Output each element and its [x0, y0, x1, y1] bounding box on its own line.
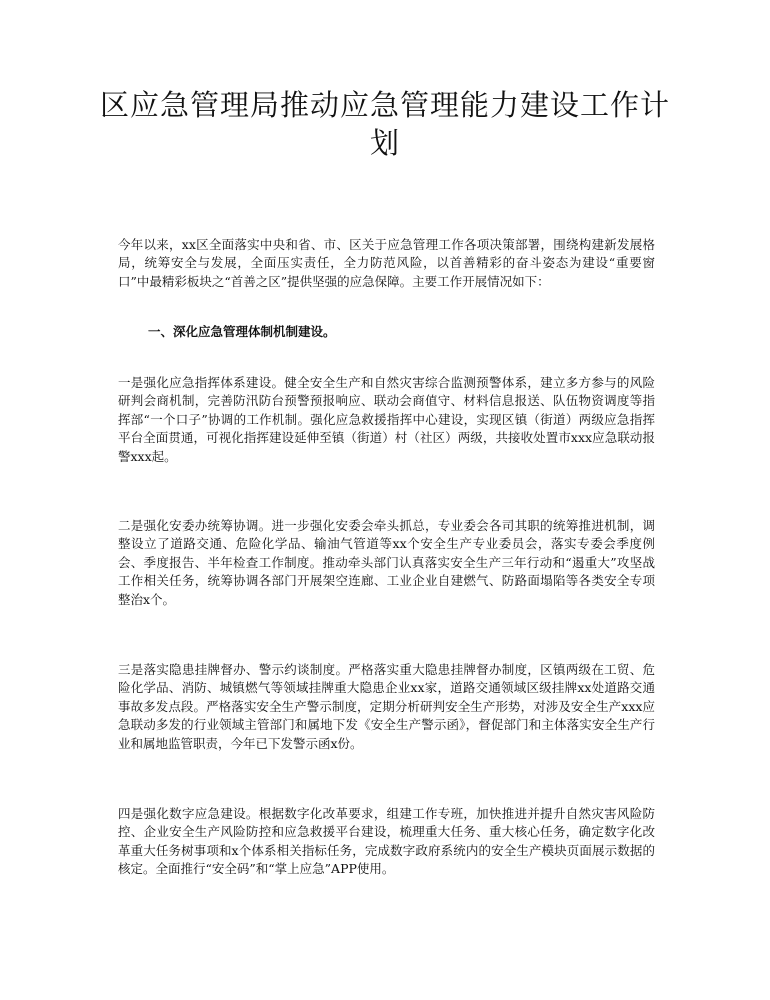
body-paragraph: 一是强化应急指挥体系建设。健全安全生产和自然灾害综合监测预警体系，建立多方参与的风险研判会商机制，完善防汛防台预警预报响应、联动会商值守、材料信息报送、队伍物资调度等指挥部“一个口子”协调的工作机制。强化应急救援指挥中心建设，实现区镇（街道）两级应急指挥平台全面贯通，可视化指挥建设延伸至镇（街道）村（社区）两级，共接收处置市xxx应急联动报警xxx起。: [118, 375, 655, 464]
intro-paragraph: 今年以来，xx区全面落实中央和省、市、区关于应急管理工作各项决策部署，围绕构建新发展格局，统筹安全与发展，全面压实责任，全力防范风险，以首善精彩的奋斗姿态为建设“重要窗口”中最精彩板块之“首善之区”提供坚强的应急保障。主要工作开展情况如下：: [118, 237, 655, 289]
document-title: 区应急管理局推动应急管理能力建设工作计划: [100, 88, 671, 160]
body-paragraph: 三是落实隐患挂牌督办、警示约谈制度。严格落实重大隐患挂牌督办制度，区镇两级在工贸、危险化学品、消防、城镇燃气等领域挂牌重大隐患企业xx家，道路交通领域区级挂牌xx处道路交通事故多发点段。严格落实安全生产警示制度，定期分析研判安全生产形势，对涉及安全生产xxx应急联动多发的行业领域主管部门和属地下发《安全生产警示函》，督促部门和主体落实安全生产行业和属地监管职责，今年已下发警示函x份。: [118, 662, 655, 751]
section-heading: 一、深化应急管理体制机制建设。: [148, 324, 336, 339]
body-paragraph: 二是强化安委办统筹协调。进一步强化安委会牵头抓总，专业委会各司其职的统筹推进机制，调整设立了道路交通、危险化学品、输油气管道等xx个安全生产专业委员会，落实专委会季度例会、季度报告、半年检查工作制度。推动牵头部门认真落实安全生产三年行动和“遏重大”攻坚战工作相关任务，统筹协调各部门开展架空连廊、工业企业自建燃气、防路面塌陷等各类安全专项整治x个。: [118, 518, 655, 607]
body-paragraph: 四是强化数字应急建设。根据数字化改革要求，组建工作专班，加快推进并提升自然灾害风险防控、企业安全生产风险防控和应急救援平台建设，梳理重大任务、重大核心任务，确定数字化改革重大任务树事项和x个体系相关指标任务，完成数字政府系统内的安全生产模块页面展示数据的核定。全面推行“安全码”和“掌上应急”APP使用。: [118, 806, 655, 877]
